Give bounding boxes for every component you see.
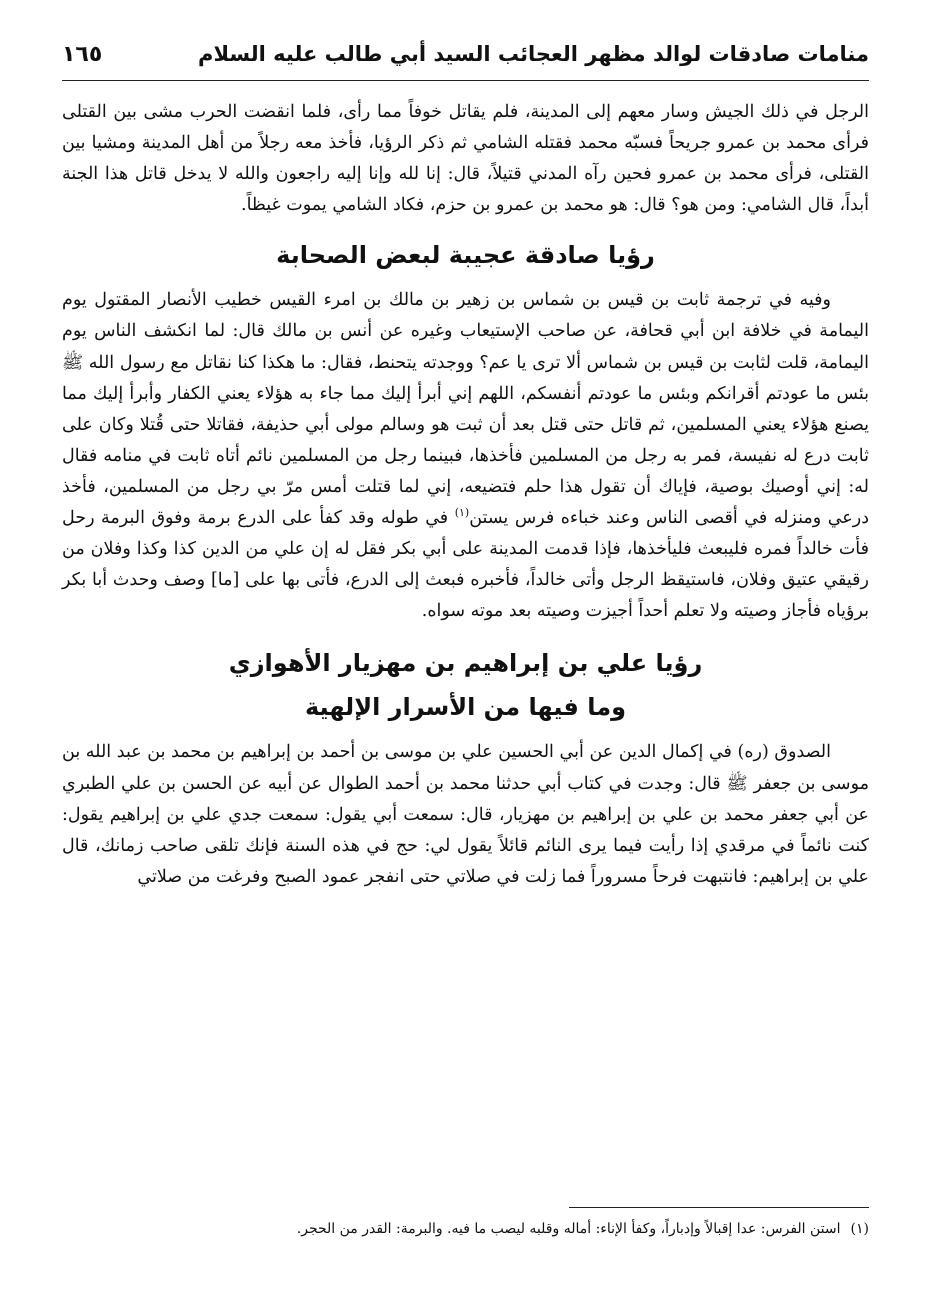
paragraph-3: الصدوق (ره) في إكمال الدين عن أبي الحسين علي بن موسى بن أحمد بن إبراهيم بن محمد بن عبد الله بن موسى بن جعفر ﷺ قال: وجدت في كتاب أبي حدثنا محمد بن أحمد الطوال عن أبيه عن الحسن بن علي الطبري عن أبي جعفر محمد بن علي بن إبراهيم بن مهزيار، قال: سمعت أبي يقول: سمعت جدي علي بن إبراهيم يقول: كنت نائماً في مرقدي إذا رأيت فيما يرى النائم قائلاً يقول لي: حج في هذه السنة فإنك تلقى صاحب زمانك، قال علي بن إبراهيم: فانتبهت فرحاً مسروراً فما زلت في صلاتي حتى انفجر عمود الصبح وفرغت من صلاتي bbox=[62, 742, 869, 887]
paragraph-2-part-b: في طوله وقد كفأ على الدرع برمة وفوق البرمة رحل فأت خالداً فمره فليبعث فليأخذها، فإذا قدمت المدينة على أبي بكر فقل له إن علي من الدين كذا وكذا وفلان من رقيقي عتيق وفلان، فاستيقظ الرجل وأتى خالداً، فأخبره فبعث إلى الدرع، فأتى بها على [ما] وصف وحدث أبا بكر برؤياه فأجاز وصيته ولا تعلم أحداً أجيزت وصيته بعد موته سواه. bbox=[62, 508, 869, 622]
section-heading-sahaba-dream: رؤيا صادقة عجيبة لبعض الصحابة bbox=[276, 241, 655, 270]
section-heading-mahziyar-line2: وما فيها من الأسرار الإلهية bbox=[304, 693, 626, 722]
section-heading-mahziyar-line1: رؤيا علي بن إبراهيم بن مهزيار الأهوازي bbox=[228, 649, 703, 678]
running-header-title: منامات صادقات لوالد مظهر العجائب السيد أبي طالب عليه السلام bbox=[198, 42, 869, 66]
footnote-text: استن الفرس: عدا إقبالاً وإدباراً، وكفأ الإناء: أماله وقلبه ليصب ما فيه. والبرمة: القدر من الحجر. bbox=[296, 1221, 841, 1237]
paragraph-2 bbox=[62, 285, 869, 627]
header-divider bbox=[62, 80, 869, 81]
paragraph-1: الرجل في ذلك الجيش وسار معهم إلى المدينة، فلم يقاتل خوفاً مما رأى، فلما انقضت الحرب مشى بين القتلى فرأى محمد بن عمرو جريحاً فسبّه محمد فقتله الشامي ثم ذكر الرؤيا، فأخذ معه رجلاً من أهل المدينة ومشيا بين القتلى، فرأى محمد بن عمرو فحين رآه المدني قتيلاً، قال: إنا لله وإنا إليه راجعون والله لا يدخل قاتل هذا الجنة أبداً، قال الشامي: ومن هو؟ قال: هو محمد بن عمرو بن حزم، فكاد الشامي يموت غيظاً. bbox=[62, 102, 869, 216]
main-text bbox=[62, 97, 869, 893]
footnote-divider bbox=[569, 1207, 869, 1208]
footnote-reference: (١) bbox=[454, 506, 470, 520]
paragraph-2-part-a: وفيه في ترجمة ثابت بن قيس بن شماس بن زهير بن مالك بن امرء القيس خطيب الأنصار المقتول يوم اليمامة في خلافة ابن أبي قحافة، عن صاحب الإستيعاب وغيره عن أنس بن مالك قال: لما انكشف الناس يوم اليمامة، قلت لثابت بن قيس بن شماس ألا ترى يا عم؟ ووجدته يتحنط، فقال: ما هكذا كنا نقاتل مع رسول الله ﷺ بئس ما عودتم أقرانكم وبئس ما عودتم أنفسكم، اللهم إني أبرأ إليك مما جاء به هؤلاء يعني الكفار وأبرأ إليك مما يصنع هؤلاء يعني المسلمين، ثم قاتل حتى قتل بعد أن ثبت هو وسالم مولى أبي حذيفة، فقاتلا حتى قُتلا وكان على ثابت درع له نفيسة، فمر به رجل من المسلمين فأخذها، فبينما رجل من المسلمين نائم أتاه ثابت في منامه فقال له: إني أوصيك بوصية، فإياك أن تقول هذا حلم فتضيعه، إني لما قتلت أمس مرّ بي رجل من المسلمين، فأخذ درعي ومنزله في أقصى الناس وعند خباءه فرس يستن bbox=[62, 290, 869, 529]
footnote-marker: (١) bbox=[850, 1221, 869, 1237]
page-number: ١٦٥ bbox=[62, 41, 103, 67]
footnote bbox=[62, 1218, 869, 1240]
running-header bbox=[62, 30, 869, 78]
